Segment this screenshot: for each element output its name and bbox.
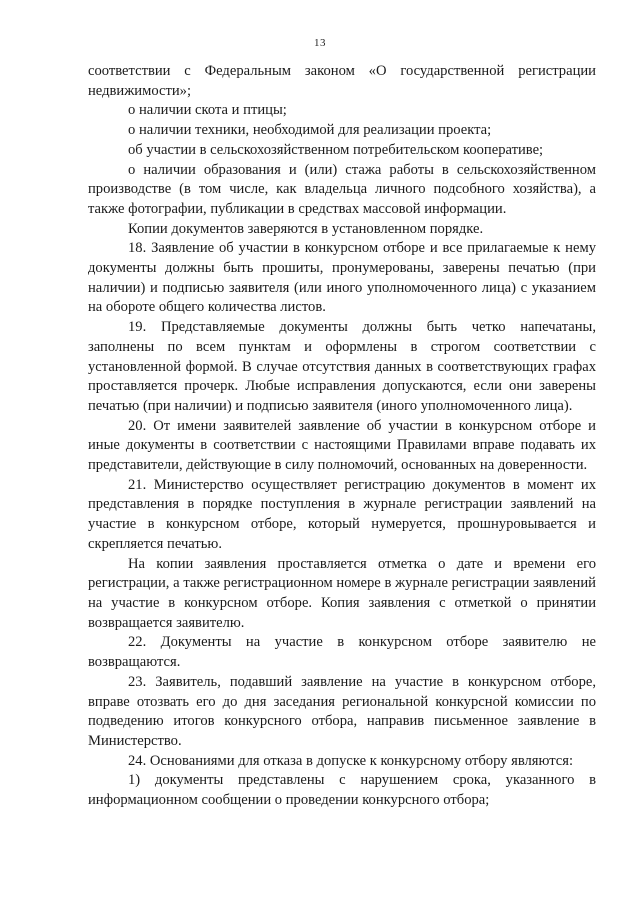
paragraph-24-item-1: 1) документы представлены с нарушением срока, указанного в информационном сообщении о проведении конкурсного отбора; (88, 772, 596, 809)
page-number: 13 (314, 37, 326, 49)
paragraph-education: о наличии образования и (или) стажа работы в сельскохозяйственном производстве (в том числе, как владельца личного подсобного хозяйства), а также фотографии, публикации в средствах массовой информации. (88, 161, 596, 217)
paragraph-19: 19. Представляемые документы должны быть четко напечатаны, заполнены по всем пунктам и оформлены в строгом соответствии с установленной формой. В случае отсутствия данных в соответствующих графах проставляется прочерк. Любые исправления допускаются, если они заверены печатью (при наличии) и подписью заявителя (иного уполномоченного лица). (88, 319, 596, 414)
paragraph-24: 24. Основаниями для отказа в допуске к конкурсному отбору являются: (128, 752, 574, 769)
paragraph-equipment: о наличии техники, необходимой для реализации проекта; (128, 122, 492, 139)
paragraph-18: 18. Заявление об участии в конкурсном отборе и все прилагаемые к нему документы должны быть прошиты, пронумерованы, заверены печатью (при наличии) и подписью заявителя (или иного уполномоченного лица) с указанием на обороте общего количества листов. (88, 240, 596, 316)
paragraph-cooperative: об участии в сельскохозяйственном потребительском кооперативе; (128, 141, 544, 158)
paragraph-23: 23. Заявитель, подавший заявление на участие в конкурсном отборе, вправе отозвать его до дня заседания региональной конкурсной комиссии по подведению итогов конкурсного отбора, направив письменное заявление в Министерство. (88, 673, 596, 749)
paragraph-21: 21. Министерство осуществляет регистрацию документов в момент их представления в порядке поступления в журнале регистрации заявлений на участие в конкурсном отборе, который нумеруется, прошнуровывается и скрепляется печатью. (88, 476, 596, 552)
paragraph-21-copy-mark: На копии заявления проставляется отметка о дате и времени его регистрации, а также регистрационном номере в журнале регистрации заявлений на участие в конкурсном отборе. Копия заявления с отметкой о принятии возвращается заявителю. (88, 555, 596, 631)
paragraph-22: 22. Документы на участие в конкурсном отборе заявителю не возвращаются. (88, 634, 596, 671)
paragraph-registration-law: соответствии с Федеральным законом «О государственной регистрации недвижимости»; (88, 63, 596, 99)
document-body (88, 62, 596, 811)
paragraph-20: 20. От имени заявителей заявление об участии в конкурсном отборе и иные документы в соответствии с настоящими Правилами вправе подавать их представители, действующие в силу полномочий, основанных на доверенности. (88, 417, 596, 474)
paragraph-livestock: о наличии скота и птицы; (128, 102, 287, 119)
paragraph-copies: Копии документов заверяются в установленном порядке. (128, 220, 484, 237)
